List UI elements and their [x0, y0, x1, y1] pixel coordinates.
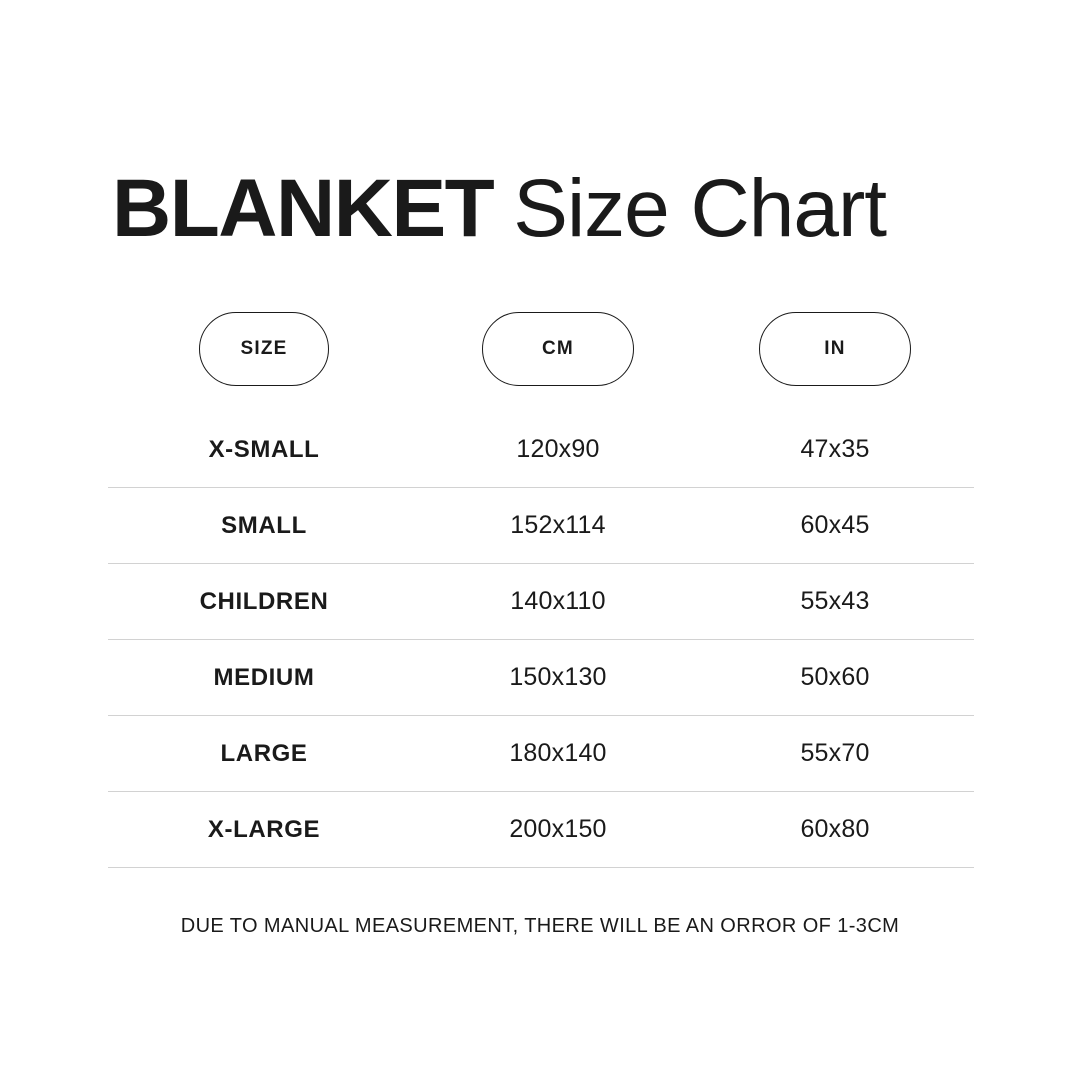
cell-size: SMALL: [221, 511, 307, 539]
header-cell-size: [108, 312, 420, 386]
table-row: [108, 716, 974, 792]
cell-in: 50x60: [800, 663, 870, 691]
header-pill-in: [759, 312, 911, 386]
header-pill-size: [199, 312, 329, 386]
header-label-in: IN: [824, 338, 846, 359]
page-title-light: Size Chart: [513, 163, 887, 254]
cell-cm: 120x90: [516, 435, 600, 463]
page-title: [112, 163, 887, 254]
cell-size: MEDIUM: [213, 663, 315, 691]
cell-size: X-SMALL: [208, 435, 320, 463]
header-label-cm: CM: [542, 338, 574, 359]
header-label-size: SIZE: [240, 338, 288, 359]
page-title-bold: BLANKET: [112, 163, 494, 254]
cell-cm: 140x110: [510, 587, 606, 615]
header-cell-in: [696, 312, 974, 386]
measurement-disclaimer: DUE TO MANUAL MEASUREMENT, THERE WILL BE AN ORROR OF 1-3CM: [180, 915, 900, 937]
cell-cm: 180x140: [509, 739, 607, 767]
table-row: [108, 412, 974, 488]
cell-cm: 150x130: [509, 663, 607, 691]
size-table: [108, 412, 974, 868]
cell-in: 60x45: [800, 511, 870, 539]
table-row: [108, 564, 974, 640]
cell-in: 60x80: [800, 815, 870, 843]
header-pill-cm: [482, 312, 634, 386]
table-row: [108, 488, 974, 564]
header-cell-cm: [420, 312, 696, 386]
cell-size: LARGE: [220, 739, 308, 767]
table-row: [108, 640, 974, 716]
cell-in: 47x35: [800, 435, 870, 463]
table-header-row: [108, 312, 974, 386]
table-row: [108, 792, 974, 868]
cell-cm: 152x114: [510, 511, 606, 539]
cell-cm: 200x150: [509, 815, 607, 843]
cell-size: CHILDREN: [199, 587, 329, 615]
cell-in: 55x70: [800, 739, 870, 767]
cell-in: 55x43: [800, 587, 870, 615]
cell-size: X-LARGE: [207, 815, 321, 843]
